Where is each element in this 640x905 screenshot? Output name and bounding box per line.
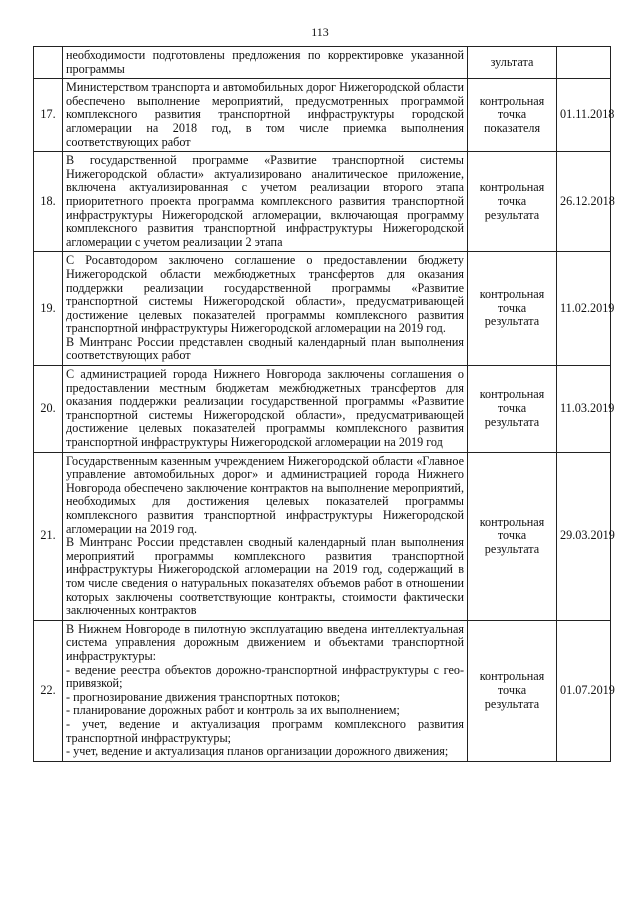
row-paragraph: С администрацией города Нижнего Новгорода заключены соглашения о предоставлении местным бюджетам межбюджетных трансфертов для оказания поддержки реализации государственной программы «Развитие транспортной системы Нижегородской области», предусматривающей достижение целевых показателей программы комплексного развития транспортной инфраструктуры Нижегородской агломерации на 2019 год — [66, 367, 464, 450]
row-description — [63, 79, 468, 152]
row-number: 19. — [34, 252, 63, 366]
row-kind: контрольная точка результата — [468, 252, 557, 366]
row-kind: контрольная точка показателя — [468, 79, 557, 152]
table-row — [34, 79, 611, 152]
row-list-item: - прогнозирование движения транспортных потоков; — [66, 689, 341, 704]
table-row — [34, 452, 611, 620]
row-kind: контрольная точка результата — [468, 620, 557, 761]
row-list-item: - учет, ведение и актуализация планов организации дорожного движения; — [66, 744, 449, 759]
row-date: 11.03.2019 — [557, 366, 611, 453]
row-paragraph: В государственной программе «Развитие транспортной системы Нижегородской области» актуализировано аналитическое приложение, включена актуализированная с учетом реализации второго этапа приоритетного проекта программа комплексного развития транспортной инфраструктуры Нижегородской агломерации, включающая программу комплексного развития транспортной инфраструктуры Нижегородской агломерации с учетом реализации 2 этапа — [66, 153, 464, 249]
row-date: 26.12.2018 — [557, 152, 611, 252]
row-description — [63, 620, 468, 761]
row-date: 01.07.2019 — [557, 620, 611, 761]
row-paragraph: В Минтранс России представлен сводный календарный план выполнения соответствующих работ — [66, 334, 464, 363]
row-date: 11.02.2019 — [557, 252, 611, 366]
row-number: 20. — [34, 366, 63, 453]
row-number: 22. — [34, 620, 63, 761]
row-description — [63, 252, 468, 366]
row-paragraph: В Минтранс России представлен сводный календарный план выполнения мероприятий программы комплексного развития транспортной инфраструктуры Нижегородской агломерации на 2019 год, содержащий в том числе сведения о натуральных показателях объемов работ в отношении которых заключены соответствующие контракты, стоимости фактически заключенных контрактов — [66, 535, 464, 618]
row-kind: зультата — [468, 47, 557, 79]
table-row — [34, 620, 611, 761]
row-kind: контрольная точка результата — [468, 452, 557, 620]
row-number-cell — [34, 47, 63, 79]
row-description — [63, 452, 468, 620]
row-date — [557, 47, 611, 79]
row-paragraph: С Росавтодором заключено соглашение о предоставлении бюджету Нижегородской области межбюджетных трансфертов для оказания поддержки реализации государственной программы «Развитие транспортной системы Нижегородской области», предусматривающей достижение целевых показателей программы комплексного развития транспортной инфраструктуры Нижегородской агломерации на 2019 год. — [66, 253, 464, 336]
page-number: 113 — [311, 25, 329, 39]
row-paragraph: Министерством транспорта и автомобильных дорог Нижегородской области обеспечено выполнение мероприятий, предусмотренных программой комплексного развития транспортной инфраструктуры городской агломерации на 2018 год, в том числе приемка выполнения соответствующих работ — [66, 80, 464, 149]
row-number: 17. — [34, 79, 63, 152]
control-points-table — [33, 46, 615, 762]
row-list-item: - учет, ведение и актуализация программ комплексного развития транспортной инфраструктуры; — [66, 716, 464, 745]
row-paragraph: В Нижнем Новгороде в пилотную эксплуатацию введена интеллектуальная система управления дорожным движением и объектами транспортной инфраструктуры: — [66, 621, 464, 663]
row-kind: контрольная точка результата — [468, 366, 557, 453]
row-list-item: - ведение реестра объектов дорожно-транспортной инфраструктуры с гео-привязкой; — [66, 662, 464, 691]
row-date: 29.03.2019 — [557, 452, 611, 620]
row-paragraph: Государственным казенным учреждением Нижегородской области «Главное управление автомобильных дорог» и администрацией города Нижнего Новгорода обеспечено заключение контрактов на выполнение мероприятий, необходимых для достижения целевых показателей программы комплексного развития транспортной инфраструктуры Нижегородской агломерации на 2019 год. — [66, 453, 464, 536]
row-description — [63, 366, 468, 453]
table-row — [34, 366, 611, 453]
row-description — [63, 152, 468, 252]
row-number: 21. — [34, 452, 63, 620]
row-number: 18. — [34, 152, 63, 252]
row-kind: контрольная точка результата — [468, 152, 557, 252]
continuation-row — [34, 47, 611, 79]
row-description: необходимости подготовлены предложения по корректировке указанной программы — [63, 47, 468, 79]
row-list-item: - планирование дорожных работ и контроль за их выполнением; — [66, 703, 400, 718]
table-row — [34, 252, 611, 366]
row-date: 01.11.2018 — [557, 79, 611, 152]
table-row — [34, 152, 611, 252]
